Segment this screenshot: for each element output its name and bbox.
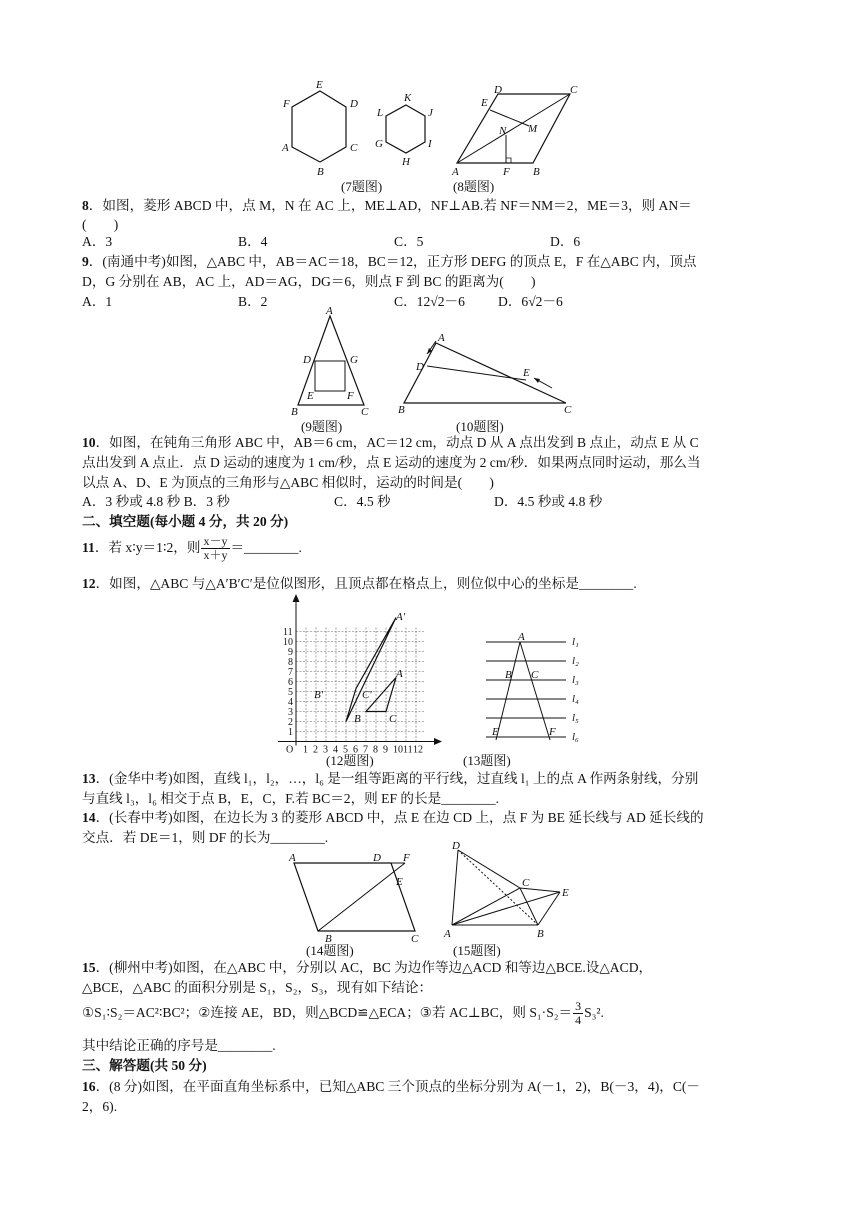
f8-label-f: F (503, 166, 510, 178)
section-3-heading: 三、解答题(共 50 分) (82, 1058, 207, 1073)
figure-9-triangle-square (286, 305, 376, 422)
f12-label-b-prime: B′ (314, 689, 324, 701)
f14-label-e: E (396, 876, 403, 888)
origin-label: O (286, 744, 294, 756)
q8-option-b: B．4 (238, 234, 268, 249)
f10-label-e: E (523, 367, 530, 379)
y-tick-label: 8 (288, 657, 293, 668)
y-tick-label: 5 (288, 687, 293, 698)
y-tick-label: 6 (288, 677, 293, 688)
question-13-line-1 (82, 769, 698, 789)
question-9-line-1 (82, 252, 697, 272)
f10-label-b: B (398, 404, 405, 416)
f9-label-g: G (350, 354, 358, 366)
question-11-pre: ．若 x∶y＝1∶2，则 (94, 540, 201, 555)
f13-label-l1: l₁ (572, 636, 579, 648)
caption-14: (14题图) (306, 943, 354, 958)
question-8-line-2: ( ) (82, 217, 119, 232)
y-tick-label: 9 (288, 647, 293, 658)
f14-label-d: D (373, 852, 381, 864)
f9-label-b: B (291, 406, 298, 418)
f14-label-c: C (411, 933, 419, 945)
question-15-text-3-pre: ①S₁∶S₂＝AC²∶BC²；②连接 AE，BD，则△BCD≌△ECA；③若 AC⊥BC，则 S₁·S₂＝ (82, 1005, 573, 1020)
x-tick-label: 4 (333, 744, 338, 756)
x-tick-label: 10 (393, 744, 403, 756)
question-15-line-3 (82, 998, 604, 1028)
q10-option-c: C．4.5 秒 (334, 494, 391, 509)
question-11-post: ＝________. (230, 540, 302, 555)
question-11 (82, 534, 302, 562)
question-11-number: 11 (82, 540, 95, 555)
f9-label-d: D (303, 354, 311, 366)
x-tick-label: 9 (383, 744, 388, 756)
question-10-line-3: 以点 A、D、E 为顶点的三角形与△ABC 相似时，运动的时间是( ) (82, 475, 494, 490)
f13-label-l6: l₆ (572, 731, 579, 743)
question-16-line-2: 2，6). (82, 1099, 118, 1114)
question-12-text: ．如图，△ABC 与△A′B′C′是位似图形，且顶点都在格点上，则位似中心的坐标是________. (95, 576, 637, 591)
hex-label-f: F (283, 98, 290, 110)
question-11-fraction (201, 535, 229, 562)
question-8-text-1: ．如图，菱形 ABCD 中，点 M，N 在 AC 上，ME⊥AD，NF⊥AB.若 NF＝NM＝2，ME＝3，则 AN＝ (88, 198, 692, 213)
hex-label-l: L (377, 107, 384, 119)
question-16-text-1: ．(8 分)如图，在平面直角坐标系中，已知△ABC 三个顶点的坐标分别为 A(－1，2)，B(－3，4)，C(－ (95, 1079, 701, 1094)
f13-label-a: A (518, 631, 525, 643)
f13-label-l3: l₃ (572, 674, 579, 686)
f15-label-a: A (444, 928, 451, 940)
f8-label-d: D (494, 84, 502, 96)
hex-label-j: J (428, 107, 433, 119)
f15-label-b: B (537, 928, 544, 940)
figure-12-coordinate-grid (278, 596, 458, 755)
f13-label-c: C (531, 669, 539, 681)
y-tick-label: 1 (288, 727, 293, 738)
caption-8: (8题图) (453, 179, 495, 194)
x-tick-label: 5 (343, 744, 348, 756)
figure-14-rhombus (283, 848, 433, 952)
question-16-line-1 (82, 1077, 700, 1097)
f12-label-c: C (389, 713, 397, 725)
f12-label-b: B (354, 713, 361, 725)
question-8-line-1 (82, 196, 692, 216)
hex-label-d: D (350, 98, 358, 110)
hex-label-g: G (375, 138, 383, 150)
question-15-line-4: 其中结论正确的序号是________. (82, 1038, 276, 1053)
question-13-number: 13 (82, 771, 96, 786)
q15-frac-den: 4 (575, 1013, 582, 1028)
question-14-line-1 (82, 808, 704, 828)
hex-label-b: B (317, 166, 324, 178)
f15-label-d: D (452, 840, 460, 852)
question-8-number: 8 (82, 198, 89, 213)
y-tick-label: 10 (283, 637, 293, 648)
f10-label-d: D (416, 361, 424, 373)
question-14-text-1: ．(长春中考)如图，在边长为 3 的菱形 ABCD 中，点 E 在边 CD 上，点 F 为 BE 延长线与 AD 延长线的 (95, 810, 704, 825)
f12-label-a: A (396, 668, 403, 680)
f8-label-b: B (533, 166, 540, 178)
question-12 (82, 574, 637, 594)
hex-label-c: C (350, 142, 358, 154)
x-tick-label: 2 (313, 744, 318, 756)
question-9-line-2: D，G 分别在 AB，AC 上，AD＝AG，DG＝6，则点 F 到 BC 的距离为( ) (82, 274, 536, 289)
hex-label-h: H (402, 156, 410, 168)
f8-label-e: E (481, 97, 488, 109)
y-tick-label: 4 (288, 697, 293, 708)
f13-label-b: B (505, 669, 512, 681)
y-tick-label: 2 (288, 717, 293, 728)
f13-label-l2: l₂ (572, 655, 579, 667)
hex-label-k: K (404, 92, 412, 104)
q10-option-d: D．4.5 秒或 4.8 秒 (494, 494, 603, 509)
f9-label-f: F (347, 390, 354, 402)
y-tick-label: 7 (288, 667, 293, 678)
question-12-number: 12 (82, 576, 96, 591)
y-tick-label: 11 (283, 627, 293, 638)
q9-option-d: D．6√2－6 (498, 294, 563, 309)
f14-label-a: A (289, 852, 296, 864)
f9-label-e: E (307, 390, 314, 402)
caption-13: (13题图) (463, 753, 511, 768)
q8-option-d: D．6 (550, 234, 581, 249)
question-15-fraction (573, 1000, 583, 1027)
question-14-line-2: 交点．若 DE＝1，则 DF 的长为________. (82, 830, 329, 845)
caption-12: (12题图) (326, 753, 374, 768)
f8-label-c: C (570, 84, 578, 96)
x-tick-label: 12 (413, 744, 423, 756)
question-10-line-2: 点出发到 A 点止．点 D 运动的速度为 1 cm/秒，点 E 运动的速度为 2 cm/秒．如果两点同时运动，那么当 (82, 455, 701, 470)
hex-label-i: I (428, 138, 432, 150)
f13-label-l4: l₄ (572, 693, 579, 705)
x-tick-label: 11 (403, 744, 413, 756)
question-15-text-3-post: S₃². (584, 1005, 604, 1020)
q8-option-a: A．3 (82, 234, 113, 249)
hex-label-a: A (282, 142, 289, 154)
f13-label-l5: l₅ (572, 712, 579, 724)
caption-15: (15题图) (453, 943, 501, 958)
figure-10-obtuse-triangle (394, 328, 579, 422)
f10-label-a: A (438, 332, 445, 344)
f14-label-b: B (325, 933, 332, 945)
figure-7-hexagons (280, 80, 450, 184)
f13-label-e: E (492, 726, 499, 738)
q8-option-c: C．5 (394, 234, 424, 249)
question-13-text-1: ．(金华中考)如图，直线 l₁，l₂，…，l₆ 是一组等距离的平行线，过直线 l₁ 上的点 A 作两条射线，分别 (95, 771, 699, 786)
question-13-line-2: 与直线 l₃，l₆ 相交于点 B，E，C，F.若 BC＝2，则 EF 的长是________. (82, 791, 499, 806)
f8-label-m: M (528, 123, 538, 135)
question-15-line-2: △BCE，△ABC 的面积分别是 S₁，S₂，S₃，现有如下结论： (82, 980, 433, 995)
q10-option-a: A．3 秒或 4.8 秒 B．3 秒 (82, 494, 231, 509)
question-9-number: 9 (82, 254, 89, 269)
question-15-line-1 (82, 958, 652, 978)
question-9-text-1: ．(南通中考)如图，△ABC 中，AB＝AC＝18，BC＝12，正方形 DEFG 的顶点 E，F 在△ABC 内，顶点 (88, 254, 697, 269)
q11-frac-num: x－y (203, 534, 228, 549)
y-tick-label: 3 (288, 707, 293, 718)
section-2-heading: 二、填空题(每小题 4 分，共 20 分) (82, 514, 289, 529)
y-axis-arrow (293, 594, 300, 602)
question-15-text-1: ．(柳州中考)如图，在△ABC 中，分别以 AC，BC 为边作等边△ACD 和等边△BCE.设△ACD， (95, 960, 653, 975)
figure-15-equilateral-triangles (440, 840, 580, 944)
f14-label-f: F (403, 852, 410, 864)
x-axis-arrow (434, 738, 442, 745)
x-tick-label: 1 (303, 744, 308, 756)
x-tick-label: 3 (323, 744, 328, 756)
caption-10: (10题图) (456, 419, 504, 434)
question-10-text-1: ．如图，在钝角三角形 ABC 中，AB＝6 cm，AC＝12 cm，动点 D 从 A 点出发到 B 点止，动点 E 从 C (95, 435, 699, 450)
q15-frac-num: 3 (575, 999, 582, 1014)
q9-option-c: C．12√2－6 (394, 294, 465, 309)
figure-8-rhombus (448, 82, 588, 181)
f8-label-n: N (499, 125, 507, 137)
f9-label-c: C (361, 406, 369, 418)
q9-option-a: A．1 (82, 294, 113, 309)
question-14-number: 14 (82, 810, 96, 825)
f13-label-f: F (549, 726, 556, 738)
f15-label-e: E (562, 887, 569, 899)
question-10-number: 10 (82, 435, 96, 450)
question-16-number: 16 (82, 1079, 96, 1094)
f8-label-a: A (452, 166, 459, 178)
f9-label-a: A (326, 305, 333, 317)
question-15-number: 15 (82, 960, 96, 975)
q9-option-b: B．2 (238, 294, 268, 309)
x-tick-label: 6 (353, 744, 358, 756)
caption-7: (7题图) (341, 179, 383, 194)
hex-label-e: E (316, 79, 323, 91)
q11-frac-den: x＋y (203, 548, 228, 563)
f12-label-a-prime: A′ (396, 611, 406, 623)
f12-label-c-prime: C′ (362, 689, 372, 701)
figure-13-parallel-lines (478, 632, 588, 751)
x-tick-label: 7 (363, 744, 368, 756)
x-tick-label: 8 (373, 744, 378, 756)
question-10-line-1 (82, 433, 699, 453)
caption-9: (9题图) (301, 419, 343, 434)
f10-label-c: C (564, 404, 572, 416)
f15-label-c: C (522, 877, 530, 889)
